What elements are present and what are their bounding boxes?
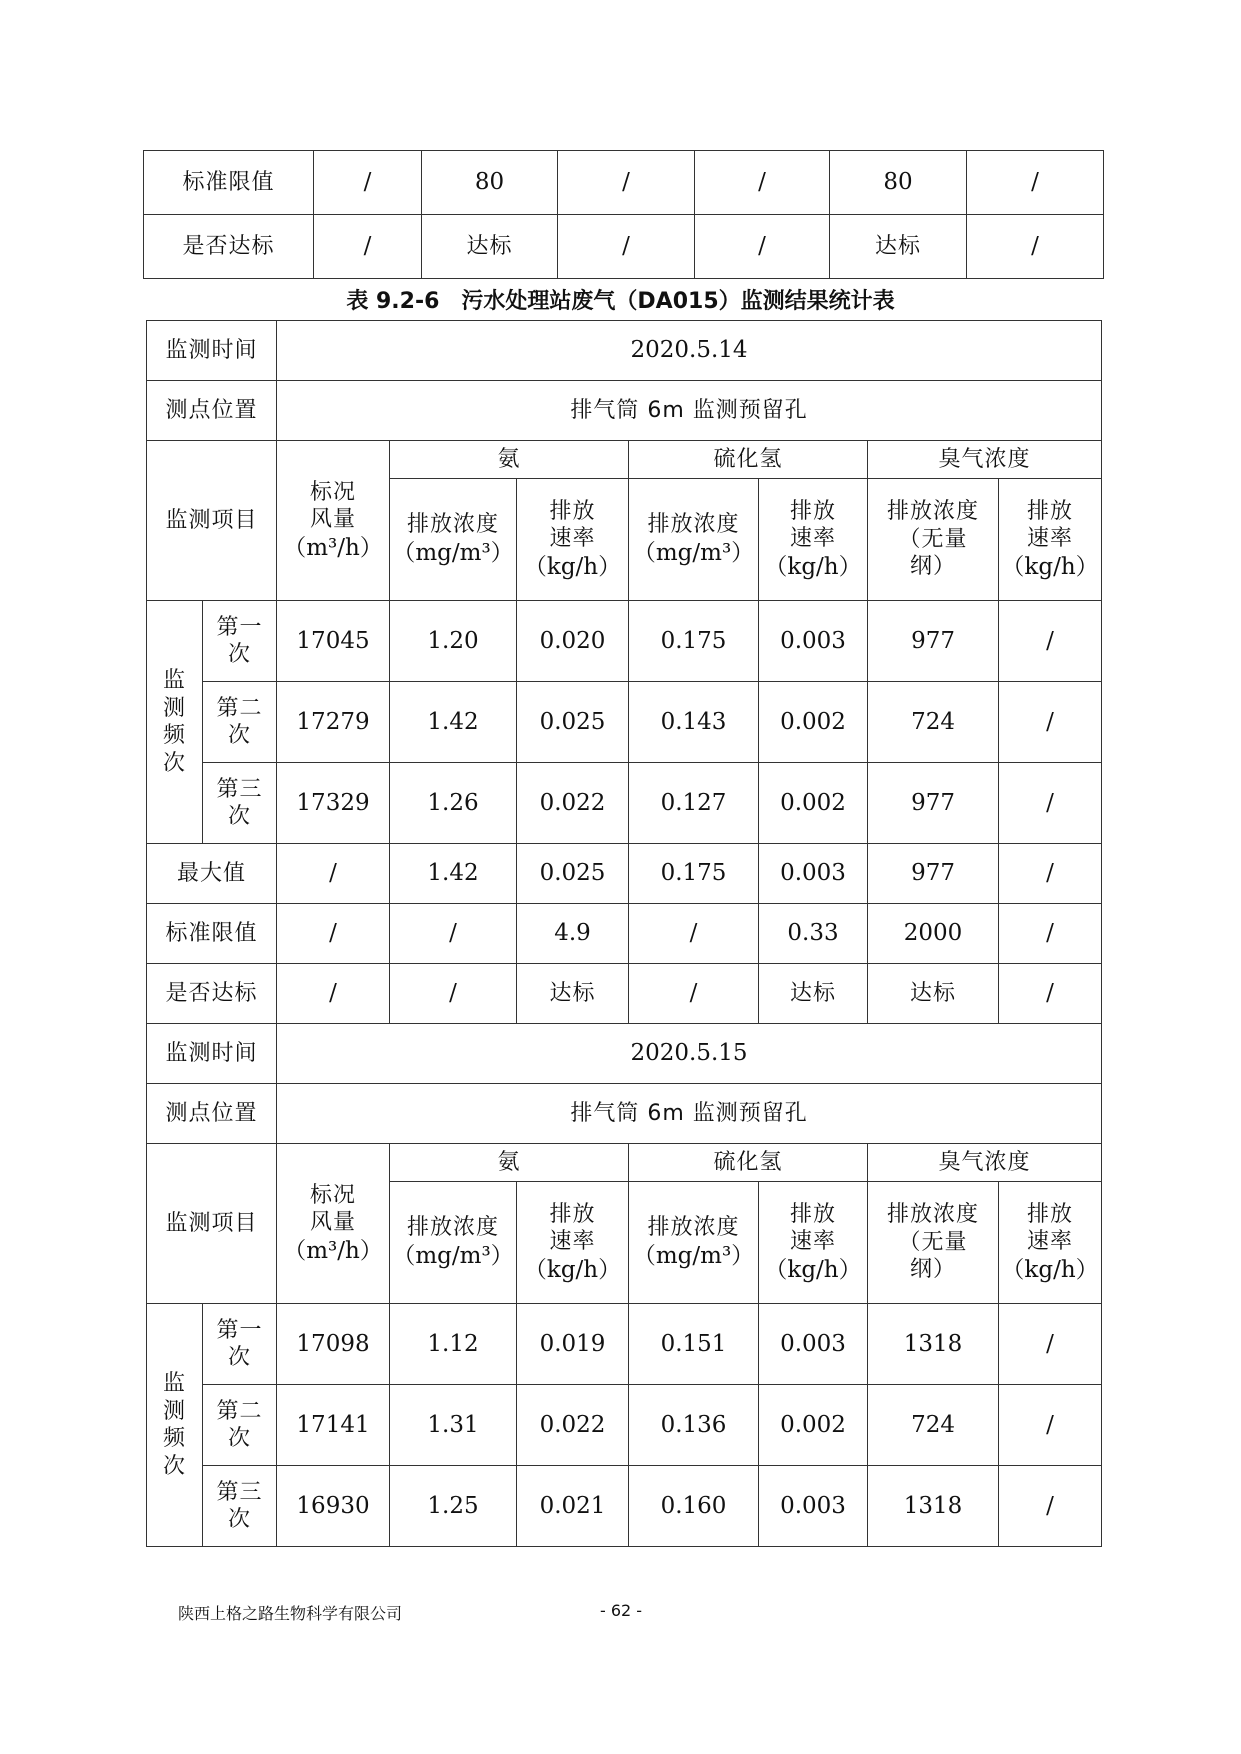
- table-cell: 1.42: [390, 682, 517, 763]
- run-label: 第三 次: [203, 763, 277, 844]
- compliance-label: 是否达标: [147, 964, 277, 1024]
- table-cell: 0.003: [759, 844, 868, 904]
- ammonia-header: 氨: [390, 441, 629, 479]
- table-cell: /: [999, 1304, 1102, 1385]
- table-caption: 表 9.2-6 污水处理站废气（DA015）监测结果统计表: [346, 289, 895, 314]
- table-cell: /: [277, 904, 390, 964]
- odor-header: 臭气浓度: [868, 1144, 1102, 1182]
- table-cell: /: [558, 151, 695, 215]
- run-label: 第一 次: [203, 1304, 277, 1385]
- rate-header: 排放 速率 （kg/h）: [517, 479, 629, 601]
- time-label: 监测时间: [147, 1024, 277, 1084]
- rate-header: 排放 速率 （kg/h）: [759, 479, 868, 601]
- table-cell: 4.9: [517, 904, 629, 964]
- run-label: 第二 次: [203, 682, 277, 763]
- footer-company: 陕西上格之路生物科学有限公司: [178, 1604, 403, 1623]
- table-row: [147, 682, 1102, 763]
- table-cell: /: [314, 215, 422, 279]
- table-row: [147, 1024, 1102, 1084]
- run-label: 第三 次: [203, 1466, 277, 1547]
- table-row: [144, 151, 1104, 215]
- table-cell: /: [558, 215, 695, 279]
- table-cell: 0.003: [759, 1466, 868, 1547]
- table-cell: 0.022: [517, 1385, 629, 1466]
- table-cell: 0.151: [629, 1304, 759, 1385]
- table-cell: /: [629, 904, 759, 964]
- table-cell: /: [999, 844, 1102, 904]
- time-label: 监测时间: [147, 321, 277, 381]
- table-cell: 达标: [868, 964, 999, 1024]
- freq-label: 监 测 频 次: [147, 601, 203, 844]
- table-row: [147, 1304, 1102, 1385]
- table-row: [147, 1144, 1102, 1182]
- table-row: [147, 763, 1102, 844]
- table-row: [147, 321, 1102, 381]
- table-cell: /: [999, 964, 1102, 1024]
- item-label: 监测项目: [147, 441, 277, 601]
- monitoring-location: 排气筒 6m 监测预留孔: [277, 381, 1102, 441]
- table-row: [144, 215, 1104, 279]
- table-cell: 0.002: [759, 763, 868, 844]
- table-cell: 1.31: [390, 1385, 517, 1466]
- odor-header: 臭气浓度: [868, 441, 1102, 479]
- table-cell: 17098: [277, 1304, 390, 1385]
- table-cell: 0.33: [759, 904, 868, 964]
- odor-conc-header: 排放浓度 （无量 纲）: [868, 479, 999, 601]
- table-cell: /: [999, 682, 1102, 763]
- max-label: 最大值: [147, 844, 277, 904]
- h2s-header: 硫化氢: [629, 1144, 868, 1182]
- table-cell: 0.160: [629, 1466, 759, 1547]
- table-cell: 17329: [277, 763, 390, 844]
- table-cell: /: [629, 964, 759, 1024]
- row-label: 标准限值: [144, 151, 314, 215]
- limit-label: 标准限值: [147, 904, 277, 964]
- table-cell: 17045: [277, 601, 390, 682]
- table-cell: /: [999, 904, 1102, 964]
- table-cell: 0.020: [517, 601, 629, 682]
- freq-label: 监 测 频 次: [147, 1304, 203, 1547]
- table-row: [147, 844, 1102, 904]
- table-row: [147, 904, 1102, 964]
- table-cell: 977: [868, 763, 999, 844]
- table-row: [147, 441, 1102, 479]
- table-cell: 724: [868, 682, 999, 763]
- flow-header: 标况 风量 （m³/h）: [277, 441, 390, 601]
- conc-header: 排放浓度 （mg/m³）: [629, 479, 759, 601]
- table-row: [147, 1084, 1102, 1144]
- table-cell: /: [277, 964, 390, 1024]
- rate-header: 排放 速率 （kg/h）: [759, 1182, 868, 1304]
- table-cell: 0.002: [759, 682, 868, 763]
- top-continued-table: [143, 150, 1104, 279]
- table-cell: 1.26: [390, 763, 517, 844]
- table-cell: 0.025: [517, 682, 629, 763]
- table-cell: /: [967, 215, 1104, 279]
- ammonia-header: 氨: [390, 1144, 629, 1182]
- table-cell: 1318: [868, 1466, 999, 1547]
- table-cell: 0.025: [517, 844, 629, 904]
- table-cell: 1.20: [390, 601, 517, 682]
- conc-header: 排放浓度 （mg/m³）: [390, 1182, 517, 1304]
- table-cell: 80: [422, 151, 558, 215]
- table-cell: 16930: [277, 1466, 390, 1547]
- table-cell: 0.019: [517, 1304, 629, 1385]
- table-cell: /: [999, 1385, 1102, 1466]
- table-cell: 977: [868, 844, 999, 904]
- table-row: [147, 1466, 1102, 1547]
- table-cell: 17141: [277, 1385, 390, 1466]
- table-cell: /: [390, 964, 517, 1024]
- table-row: [147, 601, 1102, 682]
- table-cell: /: [695, 215, 830, 279]
- table-cell: 1.25: [390, 1466, 517, 1547]
- h2s-header: 硫化氢: [629, 441, 868, 479]
- monitoring-results-table: [146, 320, 1102, 1547]
- table-cell: /: [999, 1466, 1102, 1547]
- location-label: 测点位置: [147, 1084, 277, 1144]
- table-cell: /: [999, 763, 1102, 844]
- rate-header: 排放 速率 （kg/h）: [999, 1182, 1102, 1304]
- table-cell: 0.022: [517, 763, 629, 844]
- run-label: 第一 次: [203, 601, 277, 682]
- table-cell: /: [999, 601, 1102, 682]
- table-cell: /: [390, 904, 517, 964]
- monitoring-date: 2020.5.15: [277, 1024, 1102, 1084]
- location-label: 测点位置: [147, 381, 277, 441]
- monitoring-date: 2020.5.14: [277, 321, 1102, 381]
- table-cell: /: [695, 151, 830, 215]
- table-cell: 80: [830, 151, 967, 215]
- table-row: [147, 1385, 1102, 1466]
- rate-header: 排放 速率 （kg/h）: [999, 479, 1102, 601]
- table-cell: /: [967, 151, 1104, 215]
- table-cell: 0.002: [759, 1385, 868, 1466]
- table-cell: 1.42: [390, 844, 517, 904]
- table-cell: 达标: [517, 964, 629, 1024]
- monitoring-location: 排气筒 6m 监测预留孔: [277, 1084, 1102, 1144]
- table-row: [147, 964, 1102, 1024]
- run-label: 第二 次: [203, 1385, 277, 1466]
- item-label: 监测项目: [147, 1144, 277, 1304]
- table-cell: 1318: [868, 1304, 999, 1385]
- odor-conc-header: 排放浓度 （无量 纲）: [868, 1182, 999, 1304]
- table-cell: 0.003: [759, 601, 868, 682]
- table-cell: 达标: [422, 215, 558, 279]
- table-cell: 0.143: [629, 682, 759, 763]
- table-cell: 达标: [759, 964, 868, 1024]
- table-cell: /: [314, 151, 422, 215]
- page-number: - 62 -: [600, 1601, 643, 1620]
- flow-header: 标况 风量 （m³/h）: [277, 1144, 390, 1304]
- conc-header: 排放浓度 （mg/m³）: [390, 479, 517, 601]
- table-cell: /: [277, 844, 390, 904]
- table-cell: 17279: [277, 682, 390, 763]
- table-cell: 0.127: [629, 763, 759, 844]
- table-cell: 1.12: [390, 1304, 517, 1385]
- table-cell: 977: [868, 601, 999, 682]
- table-cell: 0.021: [517, 1466, 629, 1547]
- table-row: [147, 381, 1102, 441]
- row-label: 是否达标: [144, 215, 314, 279]
- conc-header: 排放浓度 （mg/m³）: [629, 1182, 759, 1304]
- table-cell: 724: [868, 1385, 999, 1466]
- table-cell: 0.175: [629, 844, 759, 904]
- table-cell: 达标: [830, 215, 967, 279]
- table-cell: 0.175: [629, 601, 759, 682]
- table-cell: 2000: [868, 904, 999, 964]
- table-cell: 0.003: [759, 1304, 868, 1385]
- rate-header: 排放 速率 （kg/h）: [517, 1182, 629, 1304]
- table-cell: 0.136: [629, 1385, 759, 1466]
